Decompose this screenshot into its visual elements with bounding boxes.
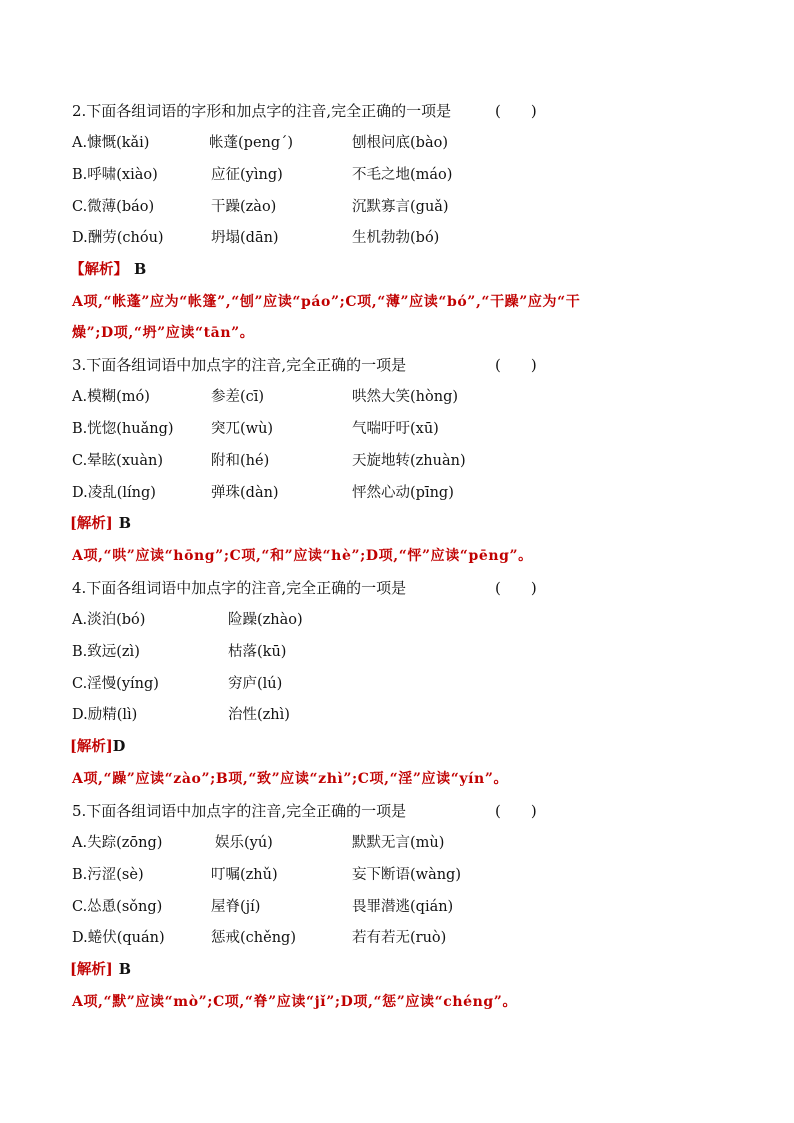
option-word: 生机勃勃(bó) — [352, 230, 440, 246]
option-label: A.慷慨(kǎi) — [72, 135, 150, 151]
option-word: 刨根问底(bào) — [352, 135, 448, 151]
analysis-text: A项,“帐蓬”应为“帐篷”,“刨”应读“páo”;C项,“薄”应读“bó”,“干躁”应为“干 — [72, 294, 581, 310]
option-c — [72, 674, 283, 694]
option-word: 干躁(zào) — [211, 199, 277, 215]
question-3-stem: 3.下面各组词语中加点字的注音,完全正确的一项是 — [72, 356, 407, 374]
option-word: 参差(cī) — [211, 389, 265, 405]
analysis-text: A项,“默”应读“mò”;C项,“脊”应读“jǐ”;D项,“惩”应读“chéng”。 — [72, 994, 518, 1010]
option-word: 不毛之地(máo) — [352, 167, 453, 183]
option-word: 娱乐(yú) — [215, 835, 273, 851]
option-a — [72, 387, 459, 407]
question-5-stem: 5.下面各组词语中加点字的注音,完全正确的一项是 — [72, 802, 407, 820]
option-c — [72, 451, 466, 471]
option-word: 妄下断语(wàng) — [352, 867, 461, 883]
option-word: 沉默寡言(guǎ) — [352, 199, 449, 215]
option-word: 气喘吁吁(xū) — [352, 421, 439, 437]
option-label: C.怂恿(sǒng) — [72, 899, 163, 915]
option-c — [72, 197, 449, 217]
answer-letter: B — [134, 261, 147, 278]
option-label: C.微薄(báo) — [72, 199, 155, 215]
option-word: 畏罪潜逃(qián) — [352, 899, 454, 915]
answer-parentheses: ( ) — [495, 579, 537, 597]
option-word: 叮嘱(zhǔ) — [211, 867, 278, 883]
option-word: 默默无言(mù) — [352, 835, 445, 851]
option-label: C.淫慢(yíng) — [72, 676, 159, 692]
option-word: 穷庐(lú) — [228, 676, 283, 692]
option-c — [72, 897, 454, 917]
option-label: A.模糊(mó) — [72, 389, 150, 405]
option-word: 险躁(zhào) — [228, 612, 303, 628]
analysis-heading: [解析] B — [70, 515, 131, 532]
option-b — [72, 419, 439, 439]
option-label: C.晕眩(xuàn) — [72, 453, 164, 469]
answer-letter: B — [118, 961, 131, 978]
option-d — [72, 705, 290, 725]
option-a — [72, 833, 445, 853]
question-4-stem: 4.下面各组词语中加点字的注音,完全正确的一项是 — [72, 579, 407, 597]
answer-letter: D — [112, 738, 126, 755]
option-label: B.呼啸(xiào) — [72, 167, 158, 183]
option-word: 应征(yìng) — [211, 167, 283, 183]
option-a — [72, 133, 448, 153]
option-word: 治性(zhì) — [228, 707, 290, 723]
option-word: 惩戒(chěng) — [211, 930, 296, 946]
option-b — [72, 865, 461, 885]
option-word: 屋脊(jí) — [211, 899, 261, 915]
option-label: D.蜷伏(quán) — [72, 930, 165, 946]
analysis-text: A项,“躁”应读“zào”;B项,“致”应读“zhì”;C项,“淫”应读“yín”。 — [72, 771, 509, 787]
option-label: D.励精(lì) — [72, 707, 138, 723]
analysis-text: A项,“哄”应读“hōng”;C项,“和”应读“hè”;D项,“怦”应读“pēng”。 — [72, 548, 533, 564]
option-label: A.淡泊(bó) — [72, 612, 146, 628]
option-word: 弹珠(dàn) — [211, 485, 279, 501]
option-label: A.失踪(zōng) — [72, 835, 163, 851]
option-label: B.污涩(sè) — [72, 867, 144, 883]
option-label: B.致远(zì) — [72, 644, 140, 660]
option-word: 坍塌(dān) — [211, 230, 279, 246]
option-b — [72, 642, 287, 662]
option-word: 突兀(wù) — [211, 421, 274, 437]
answer-parentheses: ( ) — [495, 802, 537, 820]
option-label: B.恍惚(huǎng) — [72, 421, 174, 437]
option-word: 哄然大笑(hòng) — [352, 389, 459, 405]
option-word: 帐蓬(pengˊ) — [209, 135, 294, 151]
option-word: 怦然心动(pīng) — [352, 485, 454, 501]
option-label: D.凌乱(líng) — [72, 485, 156, 501]
answer-letter: B — [118, 515, 131, 532]
option-a — [72, 610, 303, 630]
answer-parentheses: ( ) — [495, 102, 537, 120]
option-d — [72, 483, 454, 503]
option-word: 天旋地转(zhuàn) — [352, 453, 466, 469]
analysis-heading: [解析]D — [70, 738, 126, 755]
option-label: D.酬劳(chóu) — [72, 230, 164, 246]
option-word: 枯落(kū) — [228, 644, 287, 660]
analysis-text: 燥”;D项,“坍”应读“tān”。 — [72, 325, 255, 341]
question-2-stem: 2.下面各组词语的字形和加点字的注音,完全正确的一项是 — [72, 102, 452, 120]
option-b — [72, 165, 453, 185]
analysis-heading: [解析] B — [70, 961, 131, 978]
option-word: 附和(hé) — [211, 453, 270, 469]
option-word: 若有若无(ruò) — [352, 930, 447, 946]
analysis-heading: 【解析】 B — [70, 261, 147, 278]
answer-parentheses: ( ) — [495, 356, 537, 374]
option-d — [72, 228, 440, 248]
option-d — [72, 928, 447, 948]
